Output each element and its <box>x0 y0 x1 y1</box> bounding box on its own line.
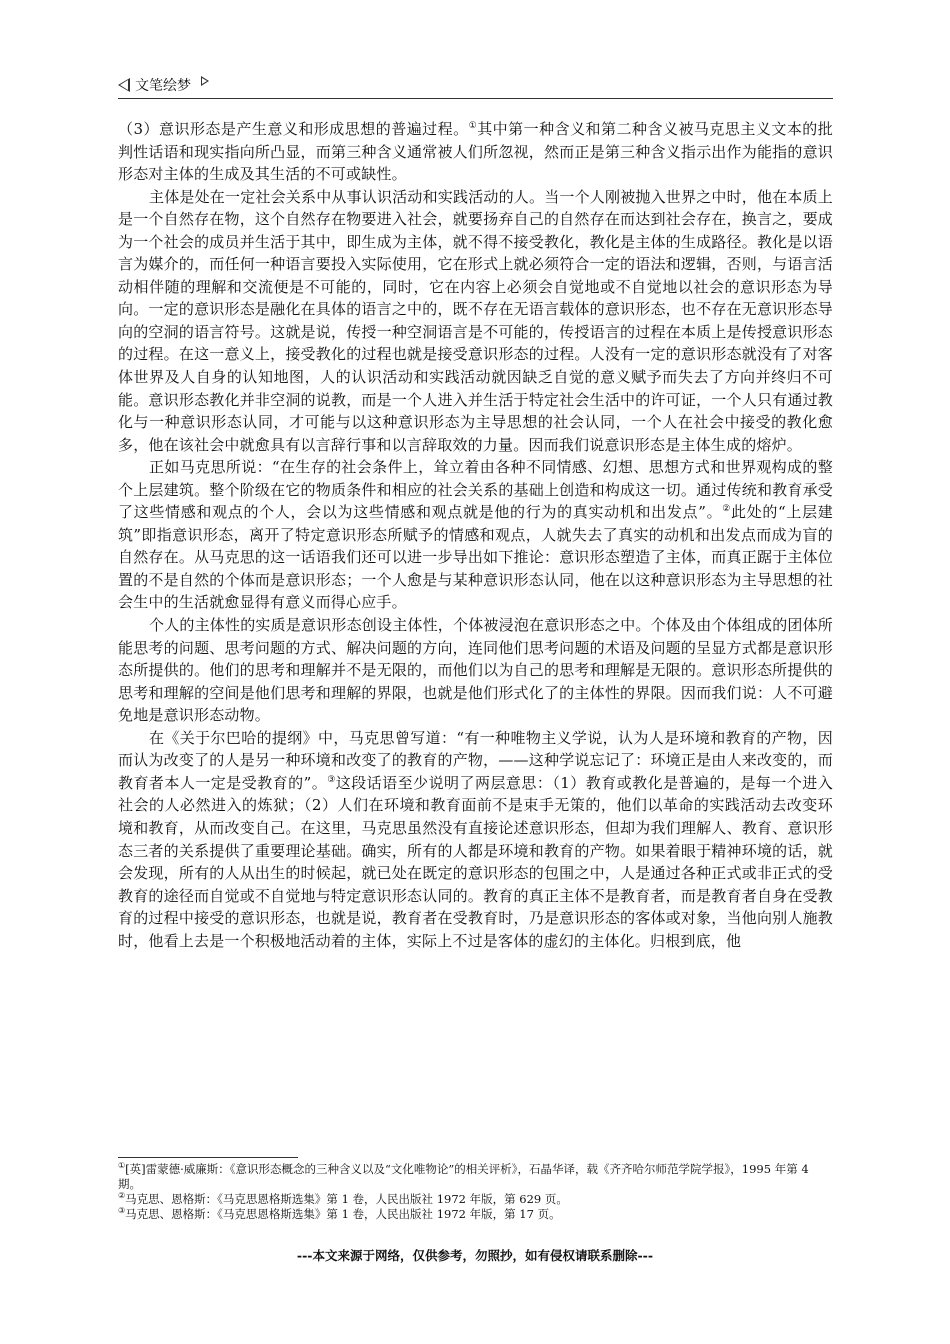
triangle-right-icon <box>201 76 209 86</box>
footnote-ref[interactable]: ② <box>722 504 732 515</box>
footnote: ②马克思、恩格斯：《马克思恩格斯选集》第 1 卷，人民出版社 1972 年版，第 629 页。 <box>118 1191 568 1206</box>
disclaimer: ---本文来源于网络，仅供参考，勿照抄，如有侵权请联系删除--- <box>296 1248 654 1263</box>
page-header <box>118 74 833 96</box>
footnote-ref[interactable]: ③ <box>327 774 336 785</box>
header-divider <box>118 98 833 99</box>
footnote: ③马克思、恩格斯：《马克思恩格斯选集》第 1 卷，人民出版社 1972 年版，第 17 页。 <box>118 1206 561 1221</box>
footnote-mark: ③ <box>118 1206 126 1216</box>
paragraph: （3）意识形态是产生意义和形成思想的普遍过程。①其中第一种含义和第二种含义被马克思主义文本的批判性话语和现实指向所凸显，而第三种含义通常被人们所忽视，然而正是第三种含义指示出作为能指的意识形态对主体的生成及其生活的不可或缺性。 <box>118 120 833 184</box>
paragraph: 主体是处在一定社会关系中从事认识活动和实践活动的人。当一个人刚被抛入世界之中时，他在本质上是一个自然存在物，这个自然存在物要进入社会，就要扬弃自己的自然存在而达到社会存在，换言之，要成为一个社会的成员并生活于其中，即生成为主体，就不得不接受教化，教化是主体的生成路径。教化是以语言为媒介的，而任何一种语言要投入实际使用，它在形式上就必须符合一定的语法和逻辑，否则，与语言活动相伴随的理解和交流便是不可能的，同时，它在内容上必须会自觉地或不自觉地以社会的意识形态为导向。一定的意识形态是融化在具体的语言之中的，既不存在无语言载体的意识形态，也不存在无意识形态导向的空洞的语言符号。这就是说，传授一种空洞语言是不可能的，传授语言的过程在本质上是传授意识形态的过程。在这一意义上，接受教化的过程也就是接受意识形态的过程。人没有一定的意识形态就没有了对客体世界及人自身的认知地图，人的认识活动和实践活动就因缺乏自觉的意义赋予而失去了方向并终归不可能。意识形态教化并非空洞的说教，而是一个人进入并生活于特定社会生活中的许可证，一个人只有通过教化与一种意识形态认同，才可能与以这种意识形态为主导思想的社会认同，一个人在社会中接受的教化愈多，他在该社会中就愈具有以言辞行事和以言辞取效的力量。因而我们说意识形态是主体生成的熔炉。 <box>118 187 834 454</box>
paragraph: 在《关于尔巴哈的提纲》中，马克思曾写道：“有一种唯物主义学说，认为人是环境和教育的产物，因而认为改变了的人是另一种环境和改变了的教育的产物，——这种学说忘记了：环境正是由人来改变的，而教育者本人一定是受教育的”。③这段话语至少说明了两层意思：（1）教育或教化是普遍的，是每一个进入社会的人必然进入的炼狱；（2）人们在环境和教育面前不是束手无策的，他们以革命的实践活动去改变环境和教育，从而改变自己。在这里，马克思虽然没有直接论述意识形态，但却为我们理解人、教育、意识形态三者的关系提供了重要理论基础。确实，所有的人都是环境和教育的产物。如果着眼于精神环境的话，就会发现，所有的人从出生的时候起，就已处在既定的意识形态的包围之中，人是通过各种正式或非正式的受教育的途径而自觉或不自觉地与特定意识形态认同的。教育的真正主体不是教育者，而是教育者自身在受教育的过程中接受的意识形态，也就是说，教育者在受教育时，乃是意识形态的客体或对象，当他向别人施教时，他看上去是一个积极地活动着的主体，实际上不过是客体的虚幻的主体化。归根到底，他 <box>118 728 833 950</box>
footnote-mark: ② <box>118 1191 126 1201</box>
header-title: 文笔绘梦 <box>135 78 191 94</box>
paragraph: 正如马克思所说：“在生存的社会条件上，耸立着由各种不同情感、幻想、思想方式和世界观构成的整个上层建筑。整个阶级在它的物质条件和相应的社会关系的基础上创造和构成这一切。通过传统和教育承受了这些情感和观点的个人，会以为这些情感和观点就是他的行为的真实动机和出发点”。②此处的“上层建筑”即指意识形态，离开了特定意识形态所赋予的情感和观点，人就失去了真实的动机和出发点而成为盲的自然存在。从马克思的这一话语我们还可以进一步导出如下推论：意识形态塑造了主体，而真正踞于主体位置的不是自然的个体而是意识形态；一个人愈是与某种意识形态认同，他在以这种意识形态为主导思想的社会生中的生活就愈显得有意义而得心应手。 <box>118 458 833 612</box>
footnote: ①[英]雷蒙德·威廉斯：《意识形态概念的三种含义以及“文化唯物论”的相关评析》，石晶华译，载《齐齐哈尔师范学院学报》，1995 年第 4 期。 <box>118 1161 809 1191</box>
paragraph: 个人的主体性的实质是意识形态创设主体性，个体被浸泡在意识形态之中。个体及由个体组成的团体所能思考的问题、思考问题的方式、解决问题的方向，连同他们思考问题的术语及问题的呈显方式都是意识形态所提供的。他们的思考和理解并不是无限的，而他们以为自己的思考和理解是无限的。意识形态所提供的思考和理解的空间是他们思考和理解的界限，也就是他们形式化了的主体性的界限。因而我们说：人不可避免地是意识形态动物。 <box>118 616 834 725</box>
body-text <box>118 118 833 952</box>
footnote-ref[interactable]: ① <box>468 121 478 131</box>
footnote-mark: ① <box>118 1161 126 1171</box>
footnotes <box>118 1162 833 1222</box>
footnote-divider <box>118 1157 298 1158</box>
triangle-left-icon <box>118 78 130 92</box>
